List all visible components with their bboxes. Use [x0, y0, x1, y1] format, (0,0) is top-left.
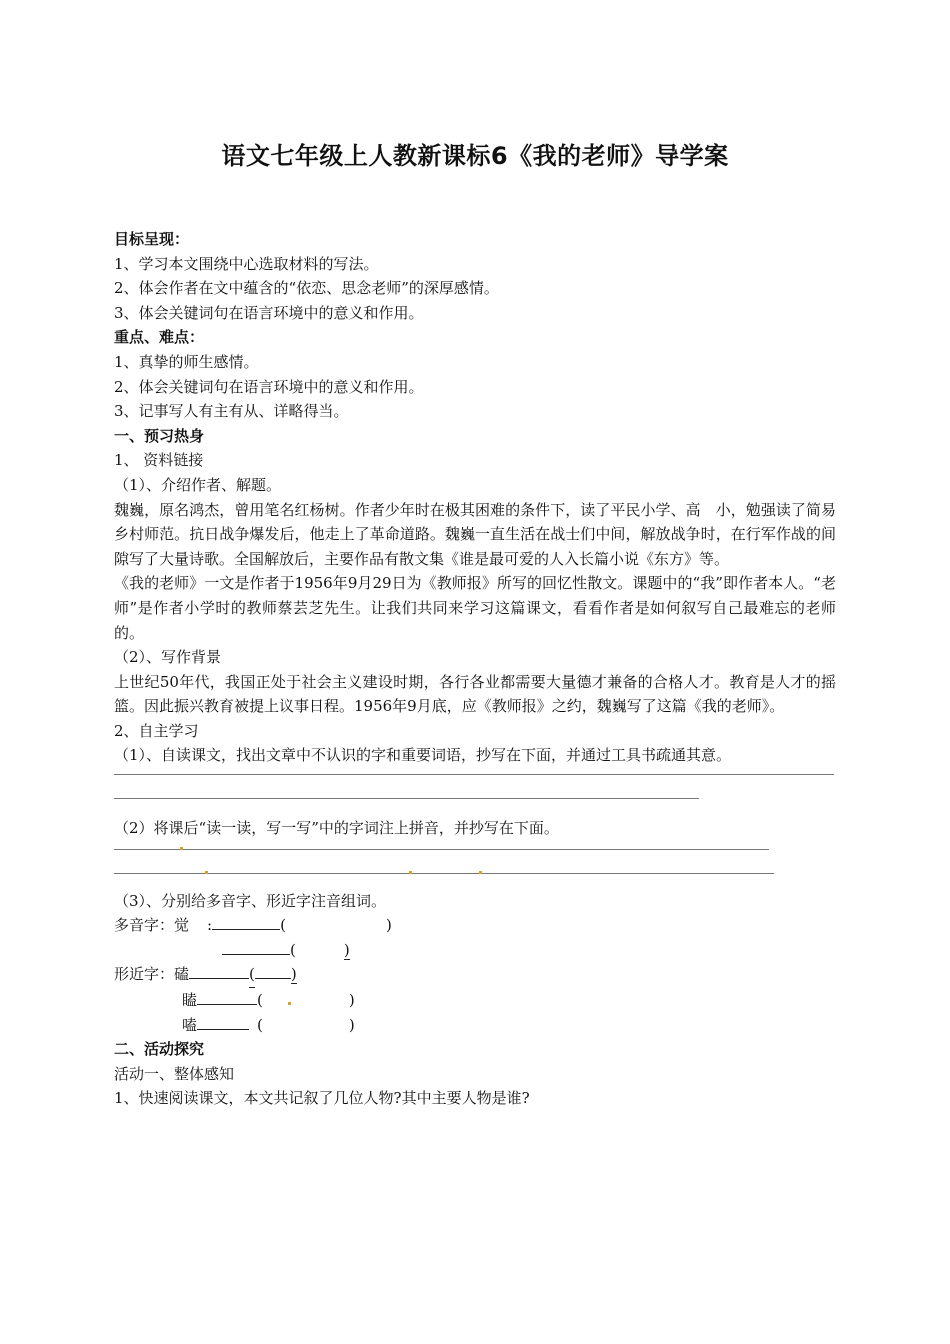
- similar-row: [114, 1013, 836, 1038]
- similar-label: 形近字：: [114, 965, 175, 984]
- section1-heading: 一、预习热身: [114, 426, 205, 445]
- paren-close: ): [348, 1015, 355, 1034]
- objective-item: 3、体会关键词句在语言环境中的意义和作用。: [114, 303, 424, 322]
- item-heading: （1）、介绍作者、解题。: [114, 475, 282, 494]
- mark-dot: [479, 871, 482, 874]
- document-body: [114, 227, 836, 1111]
- polyphone-row: [114, 913, 836, 938]
- colon: :: [207, 916, 213, 935]
- mark-dot: [409, 871, 412, 874]
- item-heading: （2）、写作背景: [114, 648, 222, 667]
- subsection-heading: 1、 资料链接: [114, 451, 204, 470]
- paren-open: (: [280, 916, 286, 935]
- similar-row: [114, 988, 836, 1013]
- paren-open: (: [249, 962, 255, 988]
- similar-char: 瞌: [182, 991, 198, 1010]
- section2-heading: 二、活动探究: [114, 1040, 205, 1059]
- task-text: （1）、自读课文，找出文章中不认识的字和重要词语，抄写在下面，并通过工具书疏通其意。: [114, 746, 732, 765]
- mark-dot: [288, 1002, 291, 1005]
- polyphone-row: [114, 938, 836, 963]
- pinyin-blank[interactable]: [197, 1013, 249, 1030]
- similar-row: [114, 962, 836, 988]
- word-blank[interactable]: [255, 962, 291, 979]
- task-text: （3）、分别给多音字、形近字注音组词。: [114, 891, 387, 910]
- pinyin-blank[interactable]: [222, 938, 290, 955]
- keypoint-item: 1、真挚的师生感情。: [114, 352, 259, 371]
- paren-open: (: [290, 940, 296, 959]
- question-text: 1、快速阅读课文，本文共记叙了几位人物?其中主要人物是谁?: [114, 1089, 530, 1108]
- similar-char: 磕: [174, 965, 190, 984]
- paren-open: (: [257, 1015, 263, 1034]
- page-title: 语文七年级上人教新课标6《我的老师》导学案: [221, 142, 729, 170]
- objective-item: 1、学习本文围绕中心选取材料的写法。: [114, 254, 379, 273]
- answer-line[interactable]: [114, 841, 836, 865]
- similar-char: 嗑: [182, 1015, 198, 1034]
- background-paragraph: 上世纪50年代，我国正处于社会主义建设时期，各行各业都需要大量德才兼备的合格人才。教育是人才的摇篮。因此振兴教育被提上议事日程。1956年9月底，应《教师报》之约，魏巍写了这篇《我的老师》。: [114, 672, 836, 716]
- answer-line[interactable]: [114, 865, 836, 889]
- keypoints-heading: 重点、难点：: [114, 328, 205, 347]
- paren-close: ): [348, 991, 355, 1010]
- objective-item: 2、体会作者在文中蕴含的“依恋、思念老师”的深厚感情。: [114, 279, 499, 298]
- polyphone-char: 觉: [174, 916, 190, 935]
- pinyin-blank[interactable]: [212, 913, 280, 930]
- pinyin-blank[interactable]: [197, 988, 257, 1005]
- task-text: （2）将课后“读一读，写一写”中的字词注上拼音，并抄写在下面。: [114, 819, 559, 838]
- word-blank[interactable]: [296, 938, 344, 955]
- keypoint-item: 2、体会关键词句在语言环境中的意义和作用。: [114, 377, 424, 396]
- objectives-heading: 目标呈现：: [114, 230, 190, 248]
- mark-dot: [180, 847, 183, 850]
- paren-open: (: [257, 991, 263, 1010]
- subsection-heading: 2、自主学习: [114, 721, 199, 740]
- answer-line[interactable]: [114, 792, 836, 816]
- pinyin-blank[interactable]: [189, 962, 249, 979]
- answer-line[interactable]: [114, 768, 836, 792]
- activity-heading: 活动一、整体感知: [114, 1064, 235, 1083]
- author-paragraph: 魏巍，原名鸿杰，曾用笔名红杨树。作者少年时在极其困难的条件下，读了平民小学、高 小，勉强读了简易乡村师范。抗日战争爆发后，他走上了革命道路。魏巍一直生活在战士们中间，解放战争时，在行军作战的间隙写了大量诗歌。全国解放后，主要作品有散文集《谁是最可爱的人入长篇小说《东方》等。: [114, 500, 836, 568]
- paren-close: ): [343, 940, 350, 959]
- polyphone-label: 多音字：: [114, 916, 175, 935]
- paren-close: ): [385, 916, 392, 935]
- paren-close: ): [290, 965, 297, 984]
- keypoint-item: 3、记事写人有主有从、详略得当。: [114, 402, 349, 421]
- title-paragraph: 《我的老师》一文是作者于1956年9月29日为《教师报》所写的回忆性散文。课题中的“我”即作者本人。“老师”是作者小学时的教师蔡芸芝先生。让我们共同来学习这篇课文，看看作者是如何叙写自己最难忘的老师的。: [114, 574, 836, 642]
- mark-dot: [205, 871, 208, 874]
